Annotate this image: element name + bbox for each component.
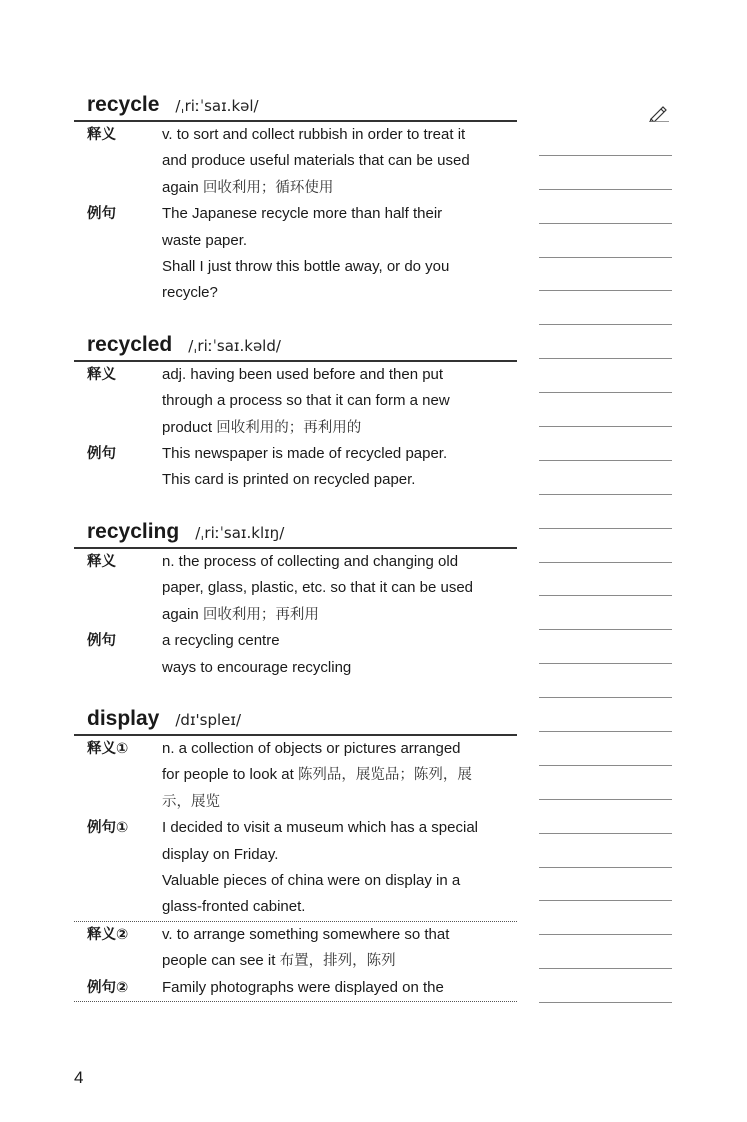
note-line [539, 834, 672, 868]
definition-line: adj. having been used before and then put [162, 365, 444, 383]
phonetic: /ˌriːˈsaɪ.kəld/ [188, 336, 281, 355]
note-line [539, 156, 672, 190]
definition-en: for people to look at [162, 766, 294, 784]
definition-line: n. a collection of objects or pictures arranged [162, 739, 461, 757]
sense-divider [74, 1001, 517, 1002]
entries-column [74, 93, 517, 1028]
definition-label: 释义 [87, 553, 116, 570]
note-line [539, 969, 672, 1003]
note-line [539, 224, 672, 258]
note-line [539, 258, 672, 292]
definition-line: n. the process of collecting and changing old [162, 552, 459, 570]
page-number: 4 [74, 1068, 84, 1087]
note-line [539, 630, 672, 664]
note-line [539, 122, 672, 156]
definition-cn: 回收利用；循环使用 [202, 179, 334, 196]
note-line [539, 596, 672, 630]
example-text [162, 975, 507, 1001]
example-line: This card is printed on recycled paper. [162, 471, 416, 489]
definition-text [162, 922, 507, 975]
definition-cn: 布置，排列，陈列 [279, 953, 396, 970]
definition-row [74, 122, 517, 201]
definition-line [162, 762, 507, 788]
phonetic: /ˌriːˈsaɪ.kəl/ [175, 97, 259, 115]
note-line [539, 291, 672, 325]
note-line [539, 495, 672, 529]
definition-line [162, 415, 507, 441]
definition-label: 释义 [87, 127, 116, 143]
example-line: Valuable pieces of china were on display in a [162, 871, 461, 889]
definition-text [162, 122, 507, 201]
note-line [539, 766, 672, 800]
definition-text [162, 736, 507, 815]
definition-line: v. to arrange something somewhere so that [162, 925, 450, 943]
definition-line: paper, glass, plastic, etc. so that it can be used [162, 579, 474, 597]
entry-recycled [74, 333, 517, 494]
entry-recycle [74, 93, 517, 307]
note-line [539, 800, 672, 834]
note-line [539, 325, 672, 359]
headword-row [74, 93, 517, 122]
definition-row-2 [74, 922, 517, 975]
example-row-2 [74, 975, 517, 1001]
example-line: Shall I just throw this bottle away, or do you [162, 258, 450, 276]
note-line [539, 393, 672, 427]
definition-label: 释义② [87, 926, 129, 943]
example-line: ways to encourage recycling [162, 658, 352, 676]
notes-lines [539, 122, 672, 1003]
example-label: 例句 [87, 206, 116, 223]
note-line [539, 935, 672, 969]
headword-row [74, 520, 517, 549]
example-line: I decided to visit a museum which has a special [162, 819, 478, 837]
example-line: display on Friday. [162, 845, 279, 863]
definition-cn: 回收利用；再利用 [202, 606, 319, 623]
definition-en: product [162, 418, 213, 436]
note-line [539, 664, 672, 698]
example-line: glass-fronted cabinet. [162, 898, 306, 916]
example-row-1 [74, 815, 517, 921]
definition-cn: 示，展览 [162, 793, 220, 810]
example-text [162, 201, 507, 307]
example-line: a recycling centre [162, 632, 280, 650]
definition-en: again [162, 605, 199, 623]
note-line [539, 529, 672, 563]
note-line [539, 901, 672, 935]
note-line [539, 427, 672, 461]
entry-display [74, 707, 517, 1002]
definition-row [74, 362, 517, 441]
phonetic: /dɪ'spleɪ/ [175, 710, 242, 729]
note-line [539, 698, 672, 732]
example-line: recycle? [162, 284, 218, 302]
headword-row [74, 333, 517, 362]
example-row [74, 201, 517, 307]
definition-en: again [162, 178, 199, 196]
definition-row-1 [74, 736, 517, 815]
definition-en: people can see it [162, 952, 276, 970]
definition-line: v. to sort and collect rubbish in order to treat it [162, 126, 466, 143]
example-label: 例句 [87, 633, 116, 650]
definition-label: 释义① [87, 740, 129, 757]
definition-text [162, 362, 507, 441]
entry-recycling [74, 520, 517, 681]
definition-text [162, 549, 507, 628]
headword: recycled [87, 332, 173, 356]
headword: recycling [87, 519, 180, 543]
example-text [162, 815, 507, 921]
note-line [539, 461, 672, 495]
definition-label: 释义 [87, 366, 116, 383]
definition-line [162, 175, 507, 201]
note-line [539, 732, 672, 766]
headword-row [74, 707, 517, 736]
note-line [539, 563, 672, 597]
note-line [539, 190, 672, 224]
example-label: 例句② [87, 979, 129, 996]
example-text [162, 441, 507, 494]
example-line: The Japanese recycle more than half their [162, 205, 443, 223]
example-line: Family photographs were displayed on the [162, 978, 444, 996]
example-line: waste paper. [162, 231, 248, 249]
definition-row [74, 549, 517, 628]
definition-line [162, 602, 507, 628]
definition-line: and produce useful materials that can be used [162, 152, 470, 170]
headword: recycle [87, 93, 160, 116]
definition-cn: 陈列品，展览品；陈列，展 [297, 767, 472, 784]
example-label: 例句① [87, 820, 129, 837]
definition-line [162, 948, 507, 974]
definition-line: through a process so that it can form a new [162, 392, 450, 410]
definition-cn: 回收利用的；再利用的 [216, 419, 362, 436]
example-line: This newspaper is made of recycled paper. [162, 445, 448, 463]
note-line [539, 359, 672, 393]
headword: display [87, 706, 160, 730]
example-text [162, 628, 507, 681]
example-row [74, 441, 517, 494]
phonetic: /ˌriːˈsaɪ.klɪŋ/ [195, 523, 285, 542]
example-row [74, 628, 517, 681]
pencil-icon [648, 104, 670, 122]
example-label: 例句 [87, 446, 116, 463]
note-line [539, 868, 672, 902]
